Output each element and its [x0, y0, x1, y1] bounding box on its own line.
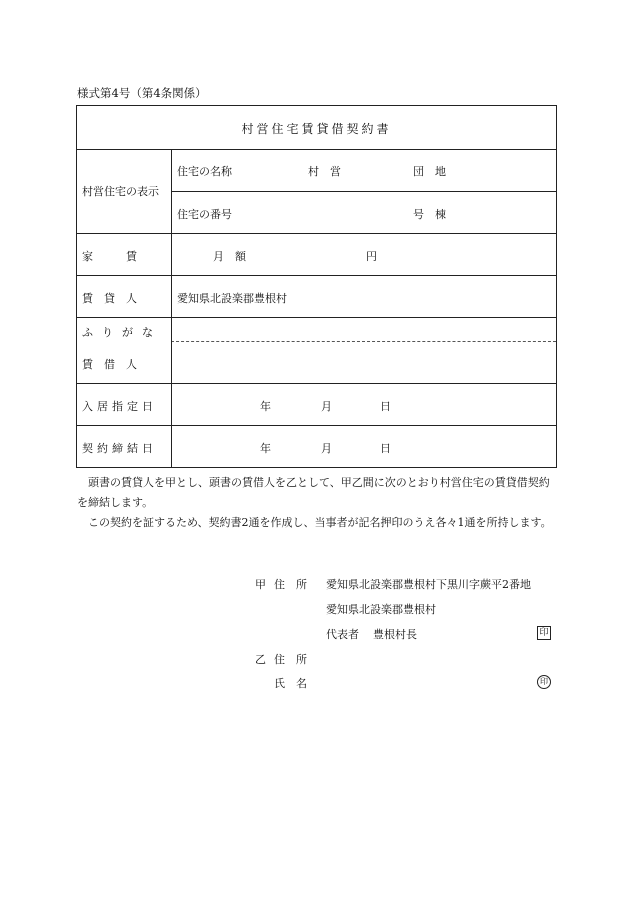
lessee-label: 賃 借 人: [82, 358, 137, 371]
row-divider-housing-inner: [171, 191, 557, 192]
movein-month-label: 月: [321, 400, 332, 413]
contract-day-label: 日: [380, 442, 391, 455]
housing-display-label: 村営住宅の表示: [82, 185, 159, 198]
row-divider-title: [76, 149, 557, 150]
seal-square-icon: 印: [537, 626, 551, 640]
table-left-border: [76, 105, 77, 468]
row-divider-lessor: [76, 275, 557, 276]
rent-monthly-label: 月 額: [213, 250, 246, 263]
table-bottom-border: [76, 467, 557, 468]
party-ko-address: 愛知県北設楽郡豊根村下黒川字蕨平2番地: [326, 578, 531, 591]
contract-year-label: 年: [260, 442, 271, 455]
row-divider-lessee: [76, 317, 557, 318]
furigana-label: ふりがな: [82, 326, 162, 339]
contract-date-label: 契約締結日: [82, 442, 157, 455]
housing-name-danchi: 団 地: [413, 165, 446, 178]
party-ko-label: 甲: [255, 578, 266, 591]
lessor-label: 賃 貸 人: [82, 292, 137, 305]
movein-year-label: 年: [260, 400, 271, 413]
representative-name: 豊根村長: [373, 628, 417, 641]
movein-day-label: 日: [380, 400, 391, 413]
contract-month-label: 月: [321, 442, 332, 455]
rent-label: 家 賃: [82, 250, 137, 263]
party-ko-address-label: 住 所: [274, 578, 307, 591]
party-ko-entity: 愛知県北設楽郡豊根村: [326, 603, 436, 616]
row-divider-contract: [76, 425, 557, 426]
column-divider: [171, 149, 172, 468]
movein-date-label: 入居指定日: [82, 400, 157, 413]
rent-yen-label: 円: [366, 250, 377, 263]
contract-title: 村営住宅賃貸借契約書: [241, 122, 392, 136]
housing-name-label: 住宅の名称: [177, 165, 232, 178]
representative-label: 代表者: [326, 628, 359, 641]
seal-circle-icon: 印: [537, 675, 551, 689]
body-paragraph-1: 頭書の賃貸人を甲とし、頭書の賃借人を乙として、甲乙間に次のとおり村営住宅の賃貸借契約を締結します。: [77, 476, 550, 509]
form-number: 様式第4号（第4条関係）: [77, 86, 207, 100]
table-right-border: [556, 105, 557, 468]
row-divider-movein: [76, 383, 557, 384]
party-otsu-address-label: 住 所: [274, 653, 307, 666]
housing-name-village: 村 営: [308, 165, 341, 178]
table-top-border: [76, 105, 557, 106]
lessor-value: 愛知県北設楽郡豊根村: [177, 292, 287, 305]
party-otsu-name-label: 氏 名: [274, 677, 307, 690]
housing-number-label: 住宅の番号: [177, 208, 232, 221]
party-otsu-label: 乙: [255, 653, 266, 666]
body-paragraph-2: この契約を証するため、契約書2通を作成し、当事者が記名押印のうえ各々1通を所持します。: [88, 516, 552, 529]
furigana-dashed-divider: [171, 341, 556, 342]
housing-number-building: 号 棟: [413, 208, 446, 221]
row-divider-rent: [76, 233, 557, 234]
